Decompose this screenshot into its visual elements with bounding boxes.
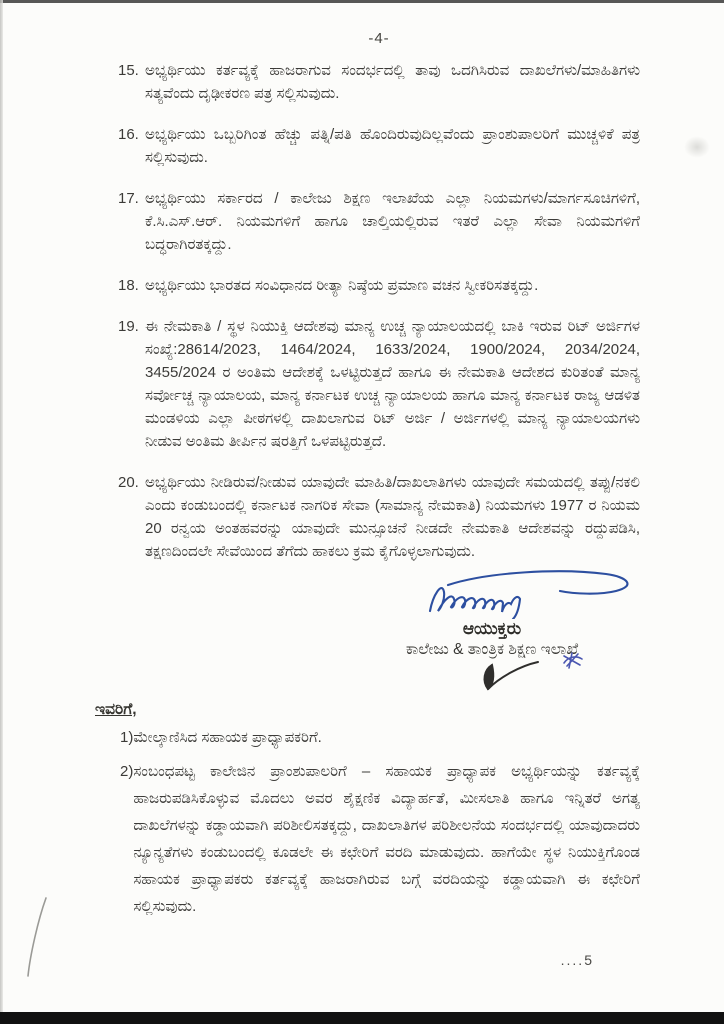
distribution-number: 2) [120,763,134,780]
clause-number: 15. [118,62,139,79]
clause-text: ಅಭ್ಯರ್ಥಿಯು ಸರ್ಕಾರದ / ಕಾಲೇಜು ಶಿಕ್ಷಣ ಇಲಾಖೆಯ ಎಲ್ಲಾ ನಿಯಮಗಳು/ಮಾರ್ಗಸೂಚಿಗಳಿಗೆ, ಕೆ.ಸಿ.ಎಸ್.ಆರ್. ನಿಯಮಗಳಿಗೆ ಹಾಗೂ ಚಾಲ್ತಿಯಲ್ಲಿರುವ ಇತರೆ ಎಲ್ಲಾ ಸೇವಾ ನಿಯಮಗಳಿಗೆ ಬದ್ಧರಾಗಿರತಕ್ಕದ್ದು. [145,190,640,253]
distribution-text: ಸಂಬಂಧಪಟ್ಟ ಕಾಲೇಜಿನ ಪ್ರಾಂಶುಪಾಲರಿಗೆ – ಸಹಾಯಕ ಪ್ರಾಧ್ಯಾಪಕ ಅಭ್ಯರ್ಥಿಯನ್ನು ಕರ್ತವ್ಯಕ್ಕೆ ಹಾಜರುಪಡಿಸಿಕೊಳ್ಳುವ ಮೊದಲು ಅವರ ಶೈಕ್ಷಣಿಕ ವಿದ್ಯಾರ್ಹತೆ, ಮೀಸಲಾತಿ ಹಾಗೂ ಇನ್ನಿತರೆ ಅಗತ್ಯ ದಾಖಲೆಗಳನ್ನು ಕಡ್ಡಾಯವಾಗಿ ಪರಿಶೀಲಿಸತಕ್ಕದ್ದು, ದಾಖಲಾತಿಗಳ ಪರಿಶೀಲನೆಯ ಸಂದರ್ಭದಲ್ಲಿ ಯಾವುದಾದರು ನ್ಯೂನ್ಯತೆಗಳು ಕಂಡುಬಂದಲ್ಲಿ ಕೂಡಲೇ ಈ ಕಛೇರಿಗೆ ವರದಿ ಮಾಡುವುದು. ಹಾಗೆಯೇ ಸ್ಥಳ ನಿಯುಕ್ತಿಗೊಂಡ ಸಹಾಯಕ ಪ್ರಾಧ್ಯಾಪಕರು ಕರ್ತವ್ಯಕ್ಕೆ ಹಾಜರಾಗಿರುವ ಬಗ್ಗೆ ವರದಿಯನ್ನು ಕಡ್ಡಾಯವಾಗಿ ಈ ಕಛೇರಿಗೆ ಸಲ್ಲಿಸುವುದು. [133,763,640,915]
clause-text: ಅಭ್ಯರ್ಥಿಯು ಭಾರತದ ಸಂವಿಧಾನದ ರೀತ್ಯಾ ನಿಷ್ಠೆಯ ಪ್ರಮಾಣ ವಚನ ಸ್ವೀಕರಿಸತಕ್ಕದ್ದು. [145,277,539,294]
scan-edge-bottom [0,1012,724,1024]
clause-20 [118,471,640,563]
distribution-item-1 [120,726,640,749]
clause-16 [118,123,640,169]
distribution-text: ಮೇಲ್ಕಾಣಿಸಿದ ಸಹಾಯಕ ಪ್ರಾಧ್ಯಾಪಕರಿಗೆ. [133,729,322,746]
signature-flourish-area [344,661,640,695]
distribution-heading: ಇವರಿಗೆ, [95,701,137,718]
clause-text: ಅಭ್ಯರ್ಥಿಯು ನೀಡಿರುವ/ನೀಡುವ ಯಾವುದೇ ಮಾಹಿತಿ/ದಾಖಲಾತಿಗಳು ಯಾವುದೇ ಸಮಯದಲ್ಲಿ ತಪ್ಪು/ನಕಲಿ ಎಂದು ಕಂಡುಬಂದಲ್ಲಿ ಕರ್ನಾಟಕ ನಾಗರಿಕ ಸೇವಾ (ಸಾಮಾನ್ಯ ನೇಮಕಾತಿ) ನಿಯಮಗಳು 1977 ರ ನಿಯಮ 20 ರನ್ವಯ ಅಂತಹವರನ್ನು ಯಾವುದೇ ಮುನ್ಸೂಚನೆ ನೀಡದೇ ನೇಮಕಾತಿ ಆದೇಶವನ್ನು ರದ್ದುಪಡಿಸಿ, ತಕ್ಷಣದಿಂದಲೇ ಸೇವೆಯಿಂದ ತೆಗೆದು ಹಾಕಲು ಕ್ರಮ ಕೈಗೊಳ್ಳಲಾಗುವುದು. [145,474,640,560]
page-number: -4- [368,30,390,47]
signatory-title: ಆಯುಕ್ತರು [462,619,522,638]
distribution-number: 1) [120,729,134,746]
clause-text: ಈ ನೇಮಕಾತಿ / ಸ್ಥಳ ನಿಯುಕ್ತಿ ಆದೇಶವು ಮಾನ್ಯ ಉಚ್ಚ ನ್ಯಾಯಾಲಯದಲ್ಲಿ ಬಾಕಿ ಇರುವ ರಿಟ್ ಅರ್ಜಿಗಳ ಸಂಖ್ಯೆ:28614/2023, 1464/2024, 1633/2024, 1900/2024, 2034/2024, 3455/2024 ರ ಅಂತಿಮ ಆದೇಶಕ್ಕೆ ಒಳಟ್ಟಿರುತ್ತದೆ ಹಾಗೂ ಈ ನೇಮಕಾತಿ ಆದೇಶದ ಕುರಿತಂತೆ ಮಾನ್ಯ ಸರ್ವೋಚ್ಚ ನ್ಯಾಯಾಲಯ, ಮಾನ್ಯ ಕರ್ನಾಟಕ ಉಚ್ಚ ನ್ಯಾಯಾಲಯ ಹಾಗೂ ಮಾನ್ಯ ಕರ್ನಾಟಕ ರಾಜ್ಯ ಆಡಳಿತ ಮಂಡಳಿಯ ಎಲ್ಲಾ ಪೀಠಗಳಲ್ಲಿ ದಾಖಲಾಗುವ ರಿಟ್ ಅರ್ಜಿ / ಅರ್ಜಿಗಳಲ್ಲಿ ಮಾನ್ಯ ನ್ಯಾಯಾಲಯಗಳು ನೀಡುವ ಅಂತಿಮ ತೀರ್ಪಿನ ಷರತ್ತಿಗೆ ಒಳಪಟ್ಟಿರುತ್ತದೆ. [145,318,640,450]
clause-number: 17. [118,190,139,207]
clause-number: 19. [118,318,139,335]
next-page-indicator: ....5 [560,952,594,968]
clause-19 [118,315,640,453]
clause-text: ಅಭ್ಯರ್ಥಿಯು ಒಬ್ಬರಿಗಿಂತ ಹೆಚ್ಚು ಪತ್ನಿ/ಪತಿ ಹೊಂದಿರುವುದಿಲ್ಲವೆಂದು ಪ್ರಾಂಶುಪಾಲರಿಗೆ ಮುಚ್ಚಳಿಕೆ ಪತ್ರ ಸಲ್ಲಿಸುವುದು. [145,126,640,166]
distribution-item-2 [120,758,640,920]
signature-block [344,567,640,695]
clause-number: 20. [118,474,139,491]
handwritten-signature [414,567,654,619]
clause-number: 16. [118,126,139,143]
signatory-department: ಕಾಲೇಜು & ತಾಂತ್ರಿಕ ಶಿಕ್ಷಣ ಇಲಾಖೆ [405,641,579,658]
stray-pen-mark [14,892,54,982]
pen-flourish-mark [472,657,544,693]
clause-17 [118,187,640,256]
clause-18 [118,274,640,297]
clause-number: 18. [118,277,139,294]
clause-text: ಅಭ್ಯರ್ಥಿಯು ಕರ್ತವ್ಯಕ್ಕೆ ಹಾಜರಾಗುವ ಸಂದರ್ಭದಲ್ಲಿ ತಾವು ಒದಗಿಸಿರುವ ದಾಖಲೆಗಳು/ಮಾಹಿತಿಗಳು ಸತ್ಯವೆಂದು ದೃಢೀಕರಣ ಪತ್ರ ಸಲ್ಲಿಸುವುದು. [145,62,640,102]
clause-15 [118,59,640,105]
initial-scribble-mark [560,651,586,671]
